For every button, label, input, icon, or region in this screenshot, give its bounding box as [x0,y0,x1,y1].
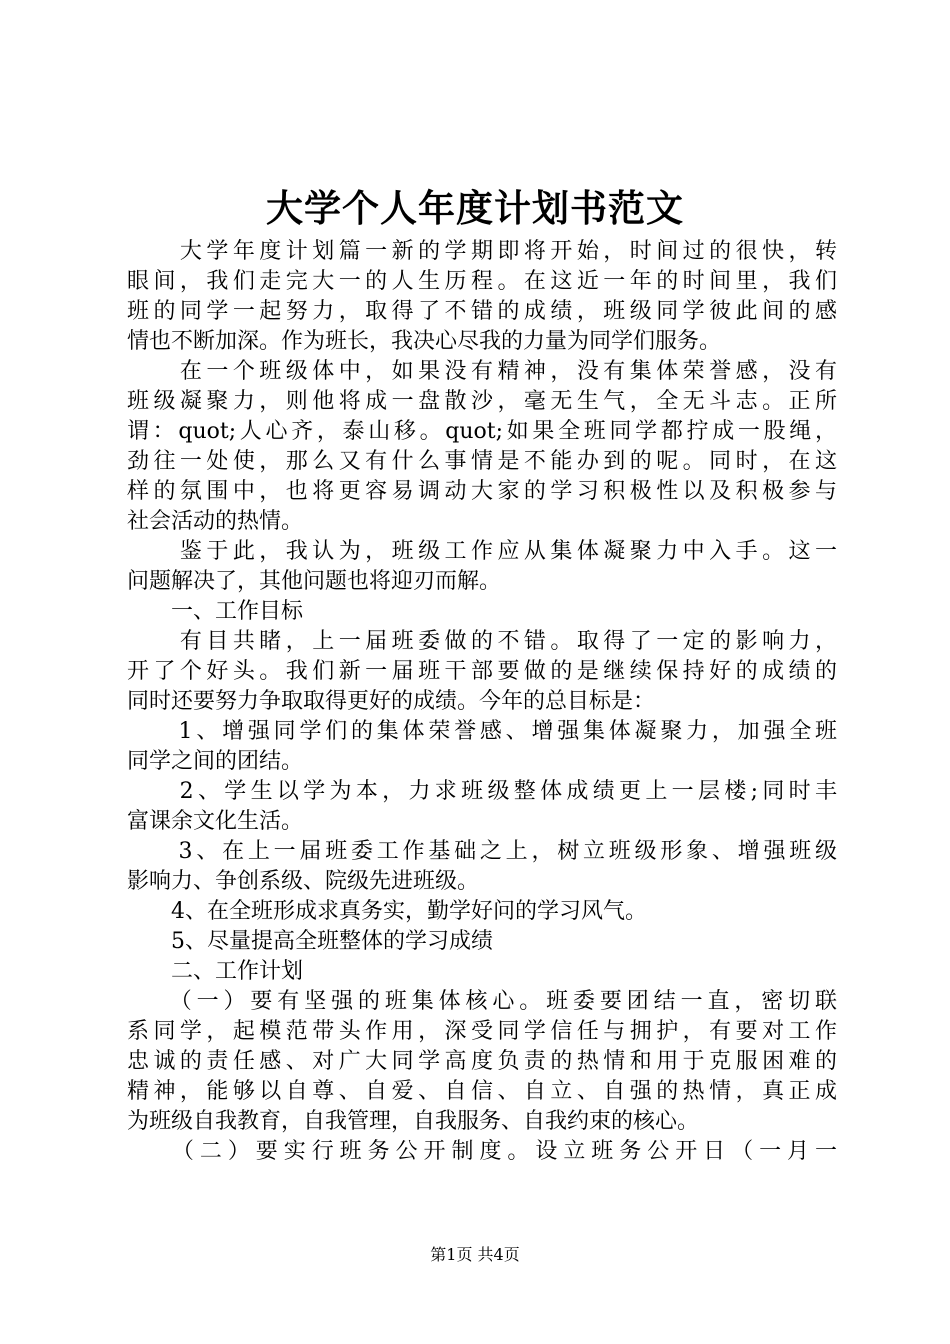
text-line: 3、在上一届班委工作基础之上，树立班级形象、增强班级 [127,839,837,864]
text-line: 班级凝聚力，则他将成一盘散沙，毫无生气，全无斗志。正所 [127,389,837,414]
text-line: 有目共睹，上一届班委做的不错。取得了一定的影响力， [127,629,837,654]
document-title: 大学个人年度计划书范文 [266,186,684,230]
text-line: 二、工作计划 [127,959,304,984]
text-line: 影响力、争创系级、院级先进班级。 [127,869,480,894]
text-line: 精神，能够以自尊、自爱、自信、自立、自强的热情，真正成 [127,1079,837,1104]
text-line: （二）要实行班务公开制度。设立班务公开日（一月一 [127,1139,837,1164]
text-line: 一、工作目标 [127,599,304,624]
text-line: （一）要有坚强的班集体核心。班委要团结一直，密切联 [127,989,837,1014]
text-line: 谓：quot;人心齐，泰山移。quot;如果全班同学都拧成一股绳， [127,419,837,444]
text-line: 开了个好头。我们新一届班干部要做的是继续保持好的成绩的 [127,659,837,684]
text-line: 眼间，我们走完大一的人生历程。在这近一年的时间里，我们 [127,269,837,294]
document-body [127,237,837,1167]
page-footer: 第1页 共4页 [430,1245,520,1264]
text-line: 忠诚的责任感、对广大同学高度负责的热情和用于克服困难的 [127,1049,837,1074]
text-line: 鉴于此，我认为，班级工作应从集体凝聚力中入手。这一 [127,539,837,564]
text-line: 1、增强同学们的集体荣誉感、增强集体凝聚力，加强全班 [127,719,837,744]
text-line: 在一个班级体中，如果没有精神，没有集体荣誉感，没有 [127,359,837,384]
text-line: 2、学生以学为本，力求班级整体成绩更上一层楼;同时丰 [127,779,837,804]
text-line: 情也不断加深。作为班长，我决心尽我的力量为同学们服务。 [127,329,722,354]
text-line: 为班级自我教育，自我管理，自我服务、自我约束的核心。 [127,1109,700,1134]
text-line: 大学年度计划篇一新的学期即将开始，时间过的很快，转 [127,239,837,264]
text-line: 同时还要努力争取取得更好的成绩。今年的总目标是： [127,689,656,714]
text-line: 班的同学一起努力，取得了不错的成绩，班级同学彼此间的感 [127,299,837,324]
text-line: 社会活动的热情。 [127,509,304,534]
text-line: 5、尽量提高全班整体的学习成绩 [127,929,493,954]
text-line: 劲往一处使，那么又有什么事情是不能办到的呢。同时，在这 [127,449,837,474]
text-line: 4、在全班形成求真务实，勤学好问的学习风气。 [127,899,647,924]
text-line: 系同学，起模范带头作用，深受同学信任与拥护，有要对工作 [127,1019,837,1044]
text-line: 同学之间的团结。 [127,749,304,774]
text-line: 富课余文化生活。 [127,809,304,834]
text-line: 问题解决了，其他问题也将迎刃而解。 [127,569,502,594]
text-line: 样的氛围中，也将更容易调动大家的学习积极性以及积极参与 [127,479,837,504]
